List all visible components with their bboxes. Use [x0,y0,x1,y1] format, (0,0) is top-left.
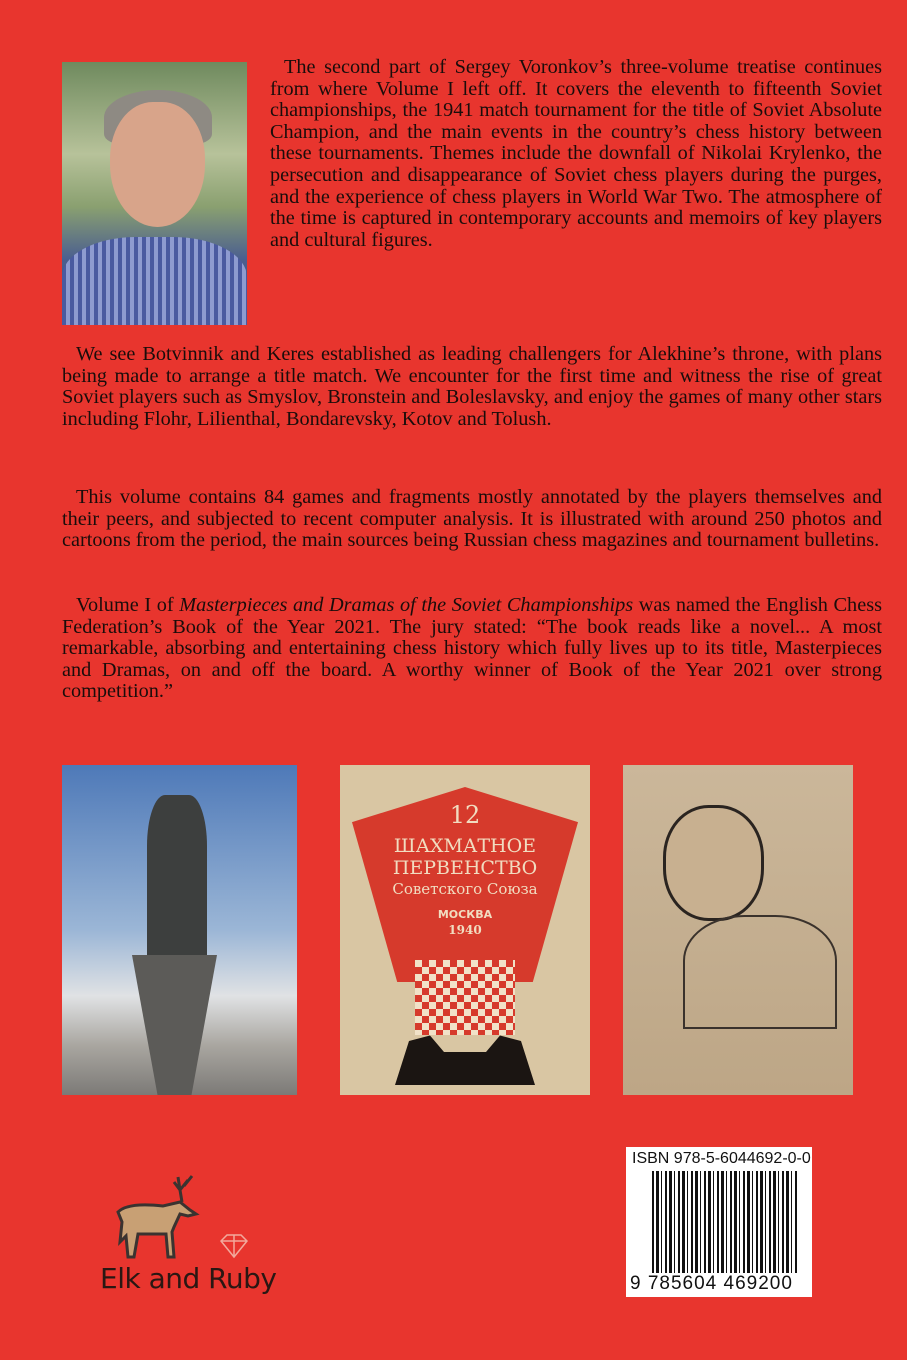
chessboard-graphic [415,960,515,1035]
description-paragraph-2: We see Botvinnik and Keres established as leading challengers for Alekhine’s throne, with plans being made to arrange a title match. We encounter for the first time and witness the rise of great Soviet players such as Smyslov, Bronstein and Boleslavsky, and enjoy the games of many other stars including Flohr, Lilienthal, Bondarevsky, Kotov and Tolush. [62,343,882,430]
award-paragraph: Volume I of Masterpieces and Dramas of the Soviet Championships was named the English Chess Federation’s Book of the Year 2021. The jury stated: “The book reads like a novel... A most remarkable, absorbing and entertaining chess history which fully lives up to its title, Masterpieces and Dramas, on and off the board. A worthy winner of Book of the Year 2021 over strong competition.” [62,594,882,703]
description-paragraph-3: This volume contains 84 games and fragments mostly annotated by the players themselves and their peers, and subjected to recent computer analysis. It is illustrated with around 250 photos and cartoons from the period, the main sources being Russian chess magazines and tournament bulletins. [62,486,882,552]
author-photo [62,62,247,325]
book-title: Masterpieces and Dramas of the Soviet Championships [179,594,634,616]
publisher-name: Elk and Ruby [100,1262,277,1295]
statue-photo [62,765,297,1095]
isbn-barcode: ISBN 978-5-6044692-0-0 9 785604 469200 [626,1147,812,1297]
description-paragraph-1: The second part of Sergey Voronkov’s three-volume treatise continues from where Volume I left off. It covers the eleventh to fifteenth Soviet championships, the 1941 match tournament for the title of Soviet Absolute Champion, and the main events in the country’s chess history between these tournaments. Themes include the downfall of Nikolai Krylenko, the persecution and disappearance of Soviet chess players during the purges, and the experience of chess players in World War Two. The atmosphere of the time is captured in contemporary accounts and memoirs of key players and cultural figures. [270,56,882,251]
players-silhouette [395,1030,535,1085]
barcode-bars [652,1171,798,1279]
elk-logo-icon [108,1172,218,1267]
ruby-gem-icon [219,1233,249,1259]
caricature-sketch [623,765,853,1095]
tournament-poster: 12 ШАХМАТНОЕ ПЕРВЕНСТВО Советского Союза МОСКВА 1940 [340,765,590,1095]
